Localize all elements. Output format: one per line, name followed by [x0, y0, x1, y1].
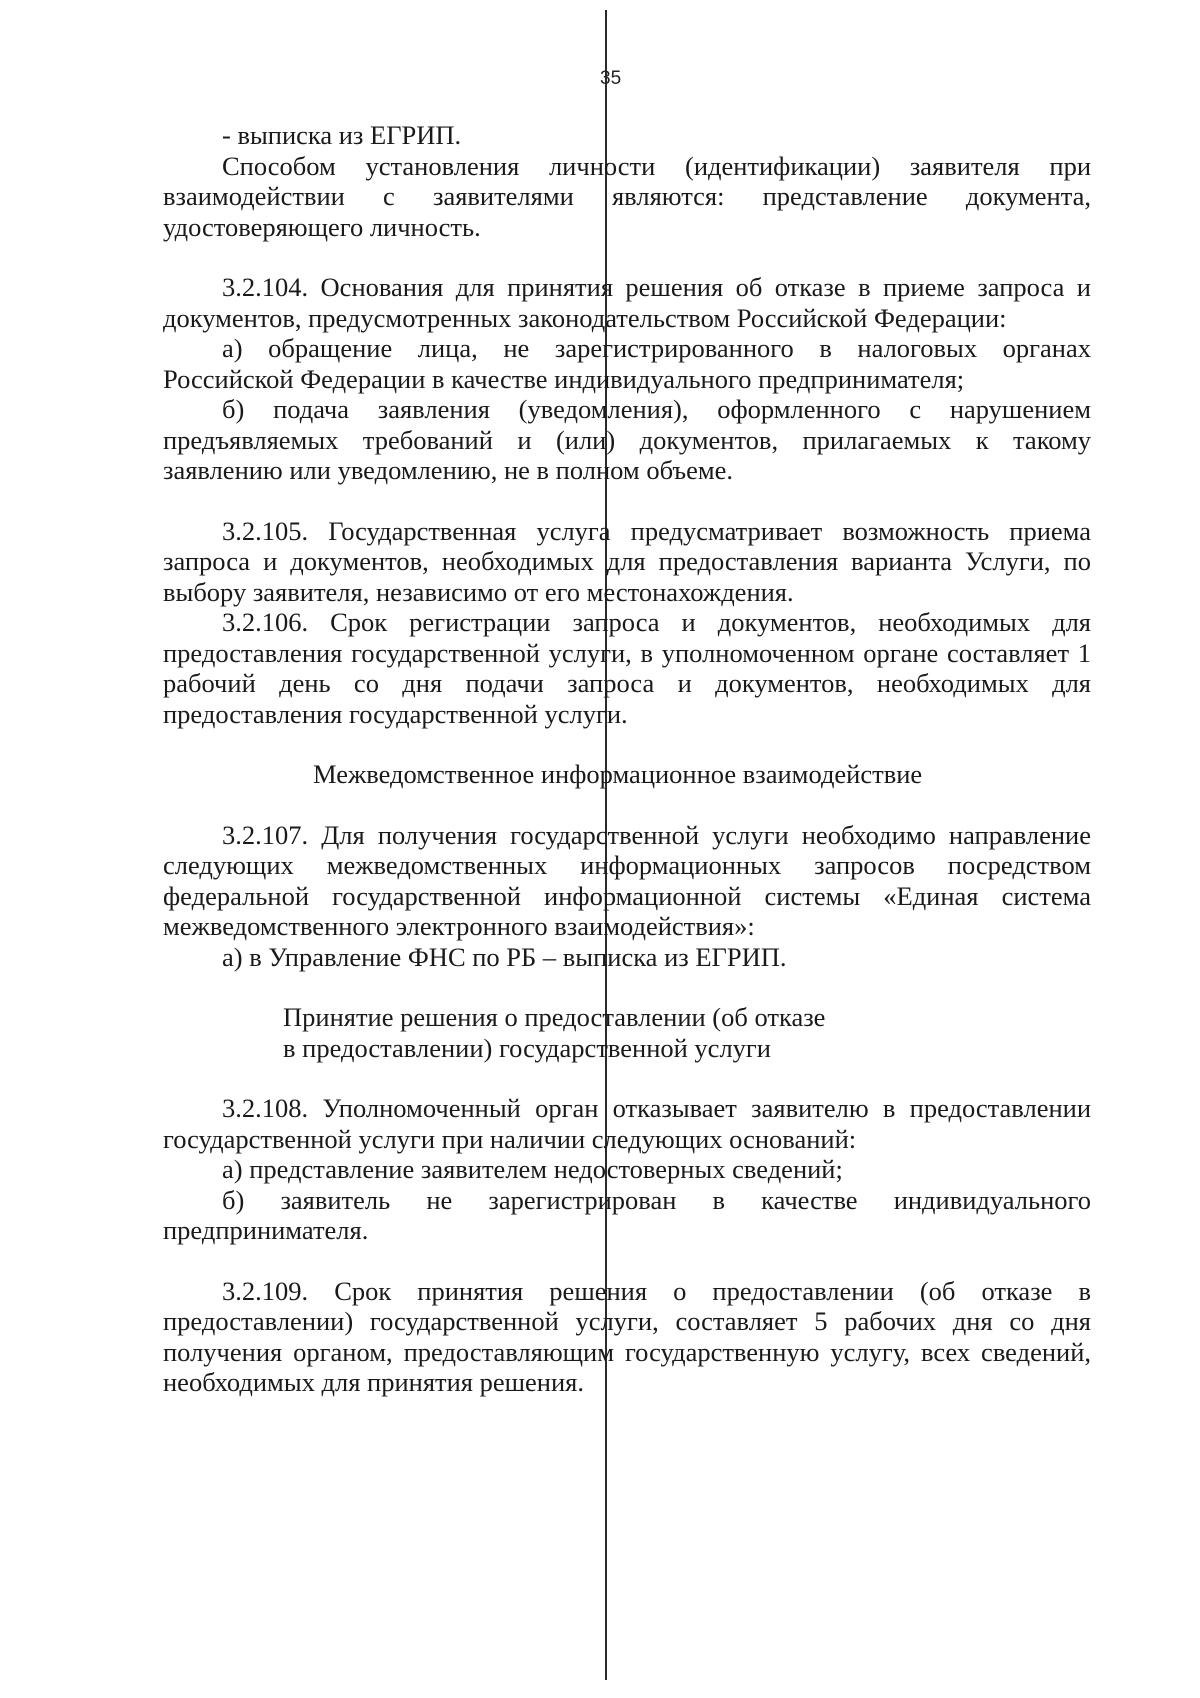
paragraph-egrip-extract: - выписка из ЕГРИП. [222, 120, 462, 150]
heading-interagency: Межведомственное информационное взаимодействие [313, 759, 923, 789]
paragraph-3-2-106: 3.2.106. Срок регистрации запроса и документов, необходимых для предоставления государственной услуги, в уполномоченном органе составляет 1 рабочий день со дня подачи запроса и документов, необходимых для предоставления государственной услуги. [163, 607, 1091, 729]
heading-decision [163, 1002, 1091, 1063]
paragraph-3-2-104: 3.2.104. Основания для принятия решения об отказе в приеме запроса и документов, предусмотренных законодательством Российской Федерации: [163, 272, 1091, 333]
page-number: 35 [600, 68, 622, 89]
paragraph-3-2-107-a: а) в Управление ФНС по РБ – выписка из ЕГРИП. [222, 941, 787, 972]
paragraph-3-2-107: 3.2.107. Для получения государственной услуги необходимо направление следующих межведомственных информационных запросов посредством федеральной государственной информационной системы «Единая система межведомственного электронного взаимодействия»: [163, 819, 1091, 941]
paragraph-identification: Способом установления личности (идентификации) заявителя при взаимодействии с заявителями являются: представление документа, удостоверяющего личность. [163, 150, 1091, 242]
paragraph-3-2-104-b: б) подача заявления (уведомления), оформленного с нарушением предъявляемых требований и (или) документов, прилагаемых к такому заявлению или уведомлению, не в полном объеме. [163, 394, 1091, 485]
paragraph-3-2-108-b: б) заявитель не зарегистрирован в качестве индивидуального предпринимателя. [163, 1184, 1091, 1245]
paragraph-3-2-109: 3.2.109. Срок принятия решения о предоставлении (об отказе в предоставлении) государственной услуги, составляет 5 рабочих дня со дня получения органом, предоставляющим государственную услугу, всех сведений, необходимых для принятия решения. [163, 1275, 1091, 1397]
paragraph-3-2-105: 3.2.105. Государственная услуга предусматривает возможность приема запроса и документов, необходимых для предоставления варианта Услуги, по выбору заявителя, независимо от его местонахождения. [163, 515, 1091, 607]
document-body [163, 120, 1091, 1398]
heading-decision-line-1: Принятие решения о предоставлении (об отказе [283, 1002, 826, 1032]
paragraph-3-2-104-a: а) обращение лица, не зарегистрированного в налоговых органах Российской Федерации в качестве индивидуального предпринимателя; [163, 333, 1091, 394]
paragraph-3-2-108-a: а) представление заявителем недостоверных сведений; [222, 1154, 843, 1184]
heading-decision-line-2: в предоставлении) государственной услуги [283, 1032, 771, 1063]
paragraph-3-2-108: 3.2.108. Уполномоченный орган отказывает заявителю в предоставлении государственной услуги при наличии следующих оснований: [163, 1093, 1091, 1154]
